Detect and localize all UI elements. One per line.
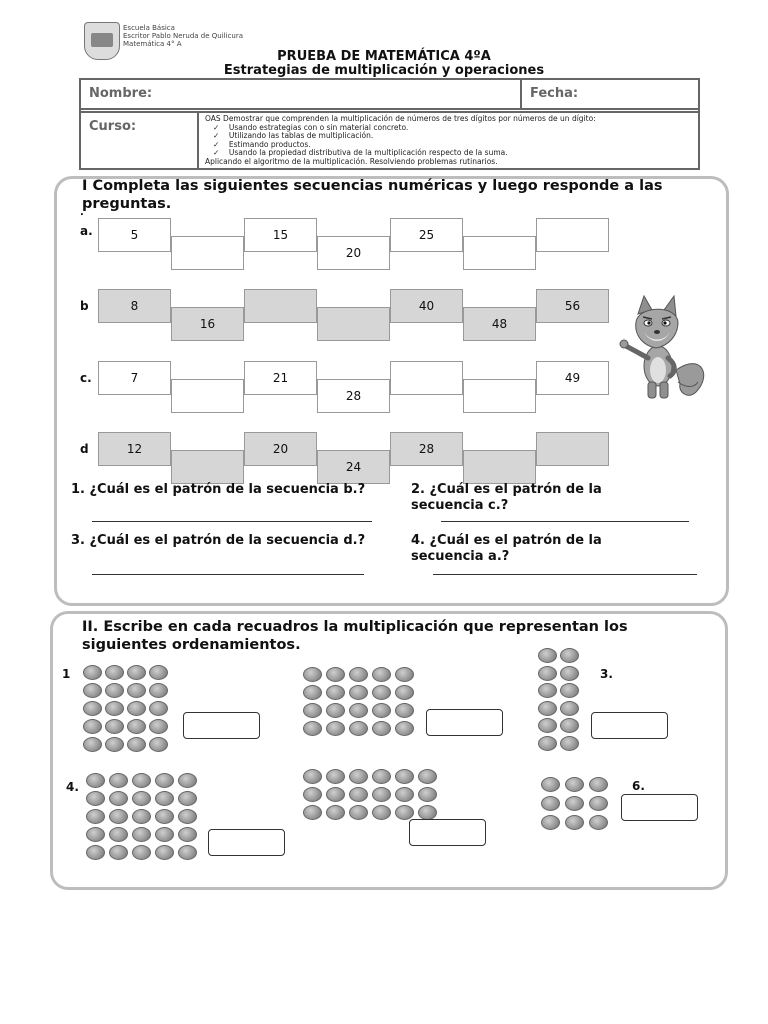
array-dot [109,773,128,788]
sequence-row-label: d [80,442,89,456]
sequence-box[interactable] [463,379,536,413]
array-dot [303,787,322,802]
array-dot [105,701,124,716]
array-dot [132,773,151,788]
array-dot [155,791,174,806]
section1-heading: I Completa las siguientes secuencias numéricas y luego responde a las preguntas. [82,178,663,212]
page-subtitle: Estrategias de multiplicación y operaciones [223,63,545,78]
array-dot [155,845,174,860]
array-dot [418,769,437,784]
school-info [123,24,243,48]
question-4 [411,533,651,565]
array-dot [538,718,557,733]
array-dot [132,809,151,824]
sequence-row-label: c. [80,371,92,385]
array-dot [372,703,391,718]
array-dot [105,719,124,734]
array-dot [565,796,584,811]
sequence-box[interactable] [536,432,609,466]
fecha-field[interactable] [521,79,699,109]
sequence-box[interactable]: 16 [171,307,244,341]
sequence-box[interactable]: 12 [98,432,171,466]
fecha-label: Fecha: [530,86,579,101]
array-dot [560,736,579,751]
sequence-box[interactable] [463,236,536,270]
array-dot [349,667,368,682]
array-dot [303,769,322,784]
stray-dot: . [80,207,84,218]
array-dot [83,737,102,752]
array-dot [127,701,146,716]
array-dot [541,815,560,830]
question-number: 2. [411,482,425,497]
sequence-row-label: b [80,299,89,313]
array-dot [372,667,391,682]
array-dot [395,787,414,802]
array-dot [83,701,102,716]
array-dot [560,683,579,698]
sequence-box[interactable]: 20 [244,432,317,466]
question-2 [411,482,641,514]
array-dot [418,805,437,820]
array-dot [560,666,579,681]
array-dot [109,791,128,806]
array-dot [349,787,368,802]
array-dot [149,665,168,680]
array-dot [395,685,414,700]
sequence-box[interactable] [171,450,244,484]
student-info-table [79,78,700,170]
fox-illustration [614,292,714,404]
sequence-box[interactable] [390,361,463,395]
array-dot [538,683,557,698]
answer-box-5[interactable] [409,819,486,846]
array-dot [349,685,368,700]
sequence-box[interactable]: 40 [390,289,463,323]
array-dot [372,787,391,802]
oas-last: Aplicando el algoritmo de la multiplicación. Resolviendo problemas rutinarios. [205,156,498,166]
array-dot [105,737,124,752]
array-dot [349,805,368,820]
array-dot [149,719,168,734]
array-dot [132,827,151,842]
school-line: Escritor Pablo Neruda de Quilicura [123,32,243,40]
question-3 [71,533,391,549]
array-dot [178,773,197,788]
array-dot [155,809,174,824]
question-text: ¿Cuál es el patrón de la secuencia b.? [89,482,366,497]
array-dot [395,721,414,736]
array-label-1: 1 [62,667,71,681]
array-dot [86,827,105,842]
answer-box-1[interactable] [183,712,260,739]
array-dot [86,809,105,824]
array-dot [83,719,102,734]
question-text: ¿Cuál es el patrón de la secuencia a.? [411,533,602,564]
question-number: 3. [71,533,85,548]
nombre-field[interactable] [80,79,521,109]
array-dot [418,787,437,802]
sequence-box[interactable]: 7 [98,361,171,395]
array-dot [372,685,391,700]
answer-box-2[interactable] [426,709,503,736]
array-dot [326,667,345,682]
array-dot [303,685,322,700]
array-dot [83,683,102,698]
array-dot [349,769,368,784]
array-dot [127,665,146,680]
sequence-box[interactable]: 48 [463,307,536,341]
array-dot [326,721,345,736]
oas-item: ✓ Usando estrategias con o sin material concreto. [213,122,409,132]
sequence-box[interactable] [536,218,609,252]
array-dot [155,827,174,842]
sequence-box[interactable]: 5 [98,218,171,252]
array-dot [538,701,557,716]
array-dot [86,845,105,860]
oas-item: ✓ Estimando productos. [213,139,311,149]
array-dot [86,773,105,788]
question-number: 4. [411,533,425,548]
array-dot [132,791,151,806]
array-dot [395,769,414,784]
array-dot [109,809,128,824]
sequence-box[interactable] [244,289,317,323]
array-dot [395,667,414,682]
array-dot [127,719,146,734]
array-dot [303,721,322,736]
sequence-box[interactable]: 49 [536,361,609,395]
array-dot [155,773,174,788]
array-dot [127,737,146,752]
array-dot [105,683,124,698]
answer-line-1[interactable] [92,521,372,522]
oas-intro: OAS Demostrar que comprenden la multiplicación de números de tres dígitos por números de un dígito: [205,114,596,123]
question-1 [71,482,389,498]
array-dot [541,796,560,811]
array-dot [178,791,197,806]
array-label-4: 4. [66,780,79,794]
question-text: ¿Cuál es el patrón de la secuencia c.? [411,482,602,513]
array-dot [589,815,608,830]
array-dot [149,683,168,698]
sequence-box[interactable] [171,379,244,413]
sequence-box[interactable]: 20 [317,236,390,270]
array-dot [589,777,608,792]
nombre-label: Nombre: [89,86,153,101]
answer-box-6[interactable] [621,794,698,821]
page-title: PRUEBA DE MATEMÁTICA 4ºA [277,49,491,64]
oas-objectives [198,112,699,169]
sequence-box[interactable]: 21 [244,361,317,395]
sequence-box[interactable] [317,307,390,341]
school-line: Escuela Básica [123,24,175,32]
array-dot [178,809,197,824]
array-dot [565,815,584,830]
sequence-box[interactable]: 28 [390,432,463,466]
answer-box-4[interactable] [208,829,285,856]
array-dot [105,665,124,680]
curso-label: Curso: [89,119,137,134]
array-dot [538,666,557,681]
array-dot [303,703,322,718]
array-dot [395,805,414,820]
answer-line-2[interactable] [441,521,689,522]
sequence-box[interactable]: 56 [536,289,609,323]
array-dot [149,737,168,752]
question-number: 1. [71,482,85,497]
curso-field[interactable] [80,112,198,169]
array-dot [86,791,105,806]
array-dot [109,827,128,842]
array-dot [589,796,608,811]
array-dot [565,777,584,792]
array-dot [326,805,345,820]
sequence-row-label: a. [80,224,93,238]
array-label-6: 6. [632,779,645,793]
sequence-box[interactable]: 8 [98,289,171,323]
array-dot [326,769,345,784]
array-dot [372,769,391,784]
array-dot [149,701,168,716]
array-dot [132,845,151,860]
sequence-box[interactable]: 24 [317,450,390,484]
array-dot [326,787,345,802]
array-dot [541,777,560,792]
array-dot [303,805,322,820]
oas-item: ✓ Utilizando las tablas de multiplicación. [213,131,374,140]
array-label-3: 3. [600,667,613,681]
array-dot [127,683,146,698]
school-line: Matemática 4° A [123,40,182,48]
array-dot [83,665,102,680]
array-dot [560,701,579,716]
section2-heading: II. Escribe en cada recuadros la multiplicación que representan los siguientes ordenamientos. [82,619,628,653]
sequence-box[interactable]: 15 [244,218,317,252]
array-dot [349,703,368,718]
array-dot [349,721,368,736]
question-text: ¿Cuál es el patrón de la secuencia d.? [89,533,366,548]
array-dot [372,721,391,736]
oas-item: ✓ Usando la propiedad distributiva de la multiplicación respecto de la suma. [213,148,508,157]
array-dot [395,703,414,718]
array-dot [326,703,345,718]
array-dot [326,685,345,700]
answer-line-3[interactable] [92,574,364,575]
answer-line-4[interactable] [433,574,697,575]
array-dot [538,736,557,751]
array-dot [178,827,197,842]
array-dot [372,805,391,820]
sequence-box[interactable] [171,236,244,270]
array-dot [560,718,579,733]
array-dot [538,648,557,663]
answer-box-3[interactable] [591,712,668,739]
sequence-box[interactable]: 28 [317,379,390,413]
array-dot [560,648,579,663]
array-dot [178,845,197,860]
array-dot [303,667,322,682]
array-dot [109,845,128,860]
sequence-box[interactable]: 25 [390,218,463,252]
sequence-box[interactable] [463,450,536,484]
